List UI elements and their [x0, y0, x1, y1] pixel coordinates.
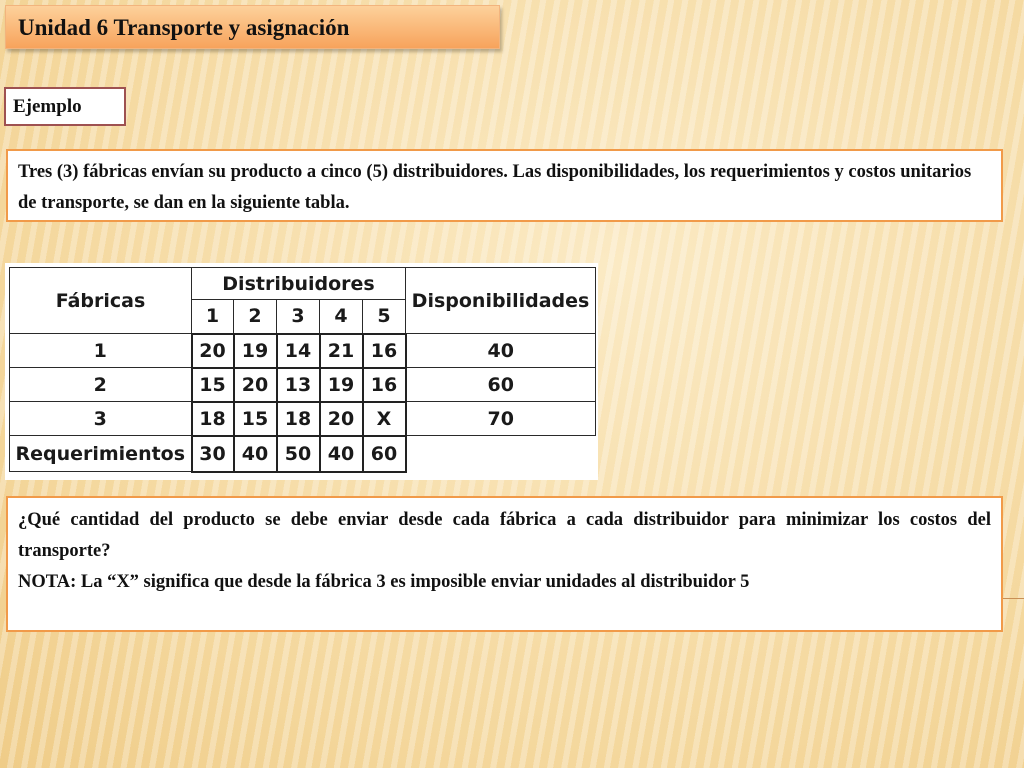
cost-cell: 14: [277, 334, 320, 368]
empty-cell: [406, 436, 596, 472]
cost-cell: 19: [320, 368, 363, 402]
availability-cell: 60: [406, 368, 596, 402]
cost-cell: 15: [234, 402, 277, 436]
question-text: ¿Qué cantidad del producto se debe enviar desde cada fábrica a cada distribuidor para minimizar los costos del transporte?: [18, 510, 991, 561]
transport-table-panel: [5, 263, 598, 480]
header-availability: Disponibilidades: [406, 268, 596, 334]
availability-cell: 70: [406, 402, 596, 436]
cost-cell: 18: [192, 402, 234, 436]
table-row: [10, 368, 596, 402]
cost-cell: 19: [234, 334, 277, 368]
cost-cell: 20: [234, 368, 277, 402]
cost-cell: 18: [277, 402, 320, 436]
table-row: [10, 402, 596, 436]
requirement-cell: 50: [277, 436, 320, 472]
header-factories: Fábricas: [10, 268, 192, 334]
distributor-number: 1: [192, 300, 234, 334]
factory-label: 3: [10, 402, 192, 436]
distributor-number: 2: [234, 300, 277, 334]
requirements-label: Requerimientos: [10, 436, 192, 472]
cost-cell: 20: [192, 334, 234, 368]
requirement-cell: 40: [320, 436, 363, 472]
factory-label: 2: [10, 368, 192, 402]
intro-text: Tres (3) fábricas envían su producto a cinco (5) distribuidores. Las disponibilidades, los requerimientos y costos unitarios de transporte, se dan en la siguiente tabla.: [6, 149, 1003, 222]
requirement-cell: 60: [363, 436, 406, 472]
note-text: NOTA: La “X” significa que desde la fábrica 3 es imposible enviar unidades al distribuidor 5: [18, 572, 750, 592]
cost-cell: 15: [192, 368, 234, 402]
distributor-number: 5: [363, 300, 406, 334]
header-distributors: Distribuidores: [192, 268, 406, 300]
section-label: Ejemplo: [4, 87, 126, 126]
cost-cell: 13: [277, 368, 320, 402]
cost-cell: 20: [320, 402, 363, 436]
question-box: [6, 496, 1003, 632]
distributor-number: 4: [320, 300, 363, 334]
table-row: [10, 334, 596, 368]
factory-label: 1: [10, 334, 192, 368]
slide-title: Unidad 6 Transporte y asignación: [5, 5, 500, 49]
cost-cell: 16: [363, 334, 406, 368]
cost-cell: 21: [320, 334, 363, 368]
transport-table: [9, 267, 596, 473]
requirement-cell: 30: [192, 436, 234, 472]
requirement-cell: 40: [234, 436, 277, 472]
decorative-line: [1003, 598, 1024, 599]
distributor-number: 3: [277, 300, 320, 334]
availability-cell: 40: [406, 334, 596, 368]
cost-cell: X: [363, 402, 406, 436]
cost-cell: 16: [363, 368, 406, 402]
table-row: [10, 436, 596, 472]
